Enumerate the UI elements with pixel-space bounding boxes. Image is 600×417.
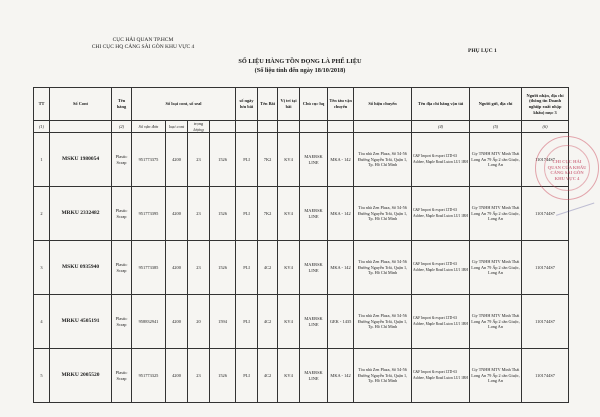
col-yard: Tên Bãi: [258, 88, 278, 121]
index-cell: (4): [412, 121, 470, 133]
storage-days-cell: 1526: [210, 349, 236, 403]
col-days: số ngày lưu bãi: [236, 88, 258, 121]
document-subtitle: (Số liệu tính đến ngày 18/10/2018): [254, 67, 346, 74]
shipper-address-cell: C&F Import & export LTD-63 Ashbee, Maple Road Luton LU1 1BH: [412, 349, 470, 403]
customs-unit-cell: KV4: [278, 187, 300, 241]
col-carrier: Tên địa chỉ hãng vận tải: [412, 88, 470, 121]
consignee-address-cell: Cty TNHH MTV Minh Thái Long An 79 Ấp 2 cần Giuộc, Long An: [470, 187, 522, 241]
goods-name-cell: Plastic Scrap: [112, 241, 132, 295]
weight-cell: 23: [188, 187, 210, 241]
vessel-name-cell: MAERSK LINE: [300, 295, 328, 349]
carrier-address-cell: Tòa nhà Zen Plaza, Số 54-56 Đường Nguyễn Trãi, Quận 1, Tp. Hồ Chí Minh: [354, 133, 412, 187]
row-number-cell: 4: [34, 295, 50, 349]
index-cell: (6): [522, 121, 569, 133]
inventory-table: [33, 87, 569, 403]
table-row: [34, 187, 569, 241]
document-title-block: [220, 57, 380, 75]
yard-name-cell: PLI: [236, 349, 258, 403]
index-cell: [210, 121, 236, 133]
container-number-cell: MSKU 1980054: [50, 133, 112, 187]
weight-cell: 20: [188, 295, 210, 349]
consignee-address-cell: Cty TNHH MTV Minh Thái Long An 79 Ấp 2 cần Giuộc, Long An: [470, 295, 522, 349]
vessel-name-cell: MAERSK LINE: [300, 241, 328, 295]
weight-cell: 23: [188, 133, 210, 187]
tax-code-cell: 1101744S7: [522, 295, 569, 349]
customs-unit-cell: KV4: [278, 241, 300, 295]
index-cell: [258, 121, 278, 133]
shipper-address-cell: C&F Import & export LTD-63 Ashbee, Maple Road Luton LU1 1BH: [412, 187, 470, 241]
index-row: [34, 121, 569, 133]
table-header-row: [34, 88, 569, 121]
customs-unit-cell: KV4: [278, 133, 300, 187]
yard-name-cell: PLI: [236, 295, 258, 349]
container-number-cell: MRKU 2332482: [50, 187, 112, 241]
col-vessel: Tên tàu vận chuyển: [328, 88, 354, 121]
row-number-cell: 3: [34, 241, 50, 295]
vessel-name-cell: MAERSK LINE: [300, 187, 328, 241]
index-cell: (1): [34, 121, 50, 133]
index-cell: [236, 121, 258, 133]
carrier-address-cell: Tòa nhà Zen Plaza, Số 54-56 Đường Nguyễn Trãi, Quận 1, Tp. Hồ Chí Minh: [354, 187, 412, 241]
yard-position-cell: 7K2: [258, 187, 278, 241]
consignee-address-cell: Cty TNHH MTV Minh Thái Long An 79 Ấp 2 cần Giuộc, Long An: [470, 241, 522, 295]
index-cell: (2): [112, 121, 132, 133]
carrier-address-cell: Tòa nhà Zen Plaza, Số 54-56 Đường Nguyễn Trãi, Quận 1, Tp. Hồ Chí Minh: [354, 295, 412, 349]
voyage-number-cell: MKA - 142: [328, 187, 354, 241]
row-number-cell: 1: [34, 133, 50, 187]
storage-days-cell: 1526: [210, 187, 236, 241]
container-number-cell: MRKU 4505191: [50, 295, 112, 349]
agency-header: [78, 37, 208, 51]
container-number-cell: MRKU 2005520: [50, 349, 112, 403]
col-tt: TT: [34, 88, 50, 121]
voyage-number-cell: MKA - 142: [328, 133, 354, 187]
yard-name-cell: PLI: [236, 241, 258, 295]
goods-name-cell: Plastic Scrap: [112, 133, 132, 187]
row-number-cell: 2: [34, 187, 50, 241]
container-type-cell: 4200: [166, 187, 188, 241]
yard-name-cell: PLI: [236, 133, 258, 187]
bill-of-lading-cell: 951773325: [132, 349, 166, 403]
container-number-cell: MSKU 0935940: [50, 241, 112, 295]
index-cell: (5): [470, 121, 522, 133]
document-title: SỐ LIỆU HÀNG TỒN ĐỌNG LÀ PHẾ LIỆU: [238, 58, 362, 65]
weight-cell: 23: [188, 349, 210, 403]
voyage-number-cell: MKA - 142: [328, 349, 354, 403]
bill-of-lading-cell: 951773395: [132, 187, 166, 241]
table-row: [34, 349, 569, 403]
tax-code-cell: 1101744S7: [522, 241, 569, 295]
storage-days-cell: 1526: [210, 241, 236, 295]
col-cont-seal: Số loại cont, số seal: [132, 88, 236, 121]
index-cell: [300, 121, 328, 133]
voyage-number-cell: GEK - 1435: [328, 295, 354, 349]
shipper-address-cell: C&F Import & export LTD-63 Ashbee, Maple Road Luton LU1 1BH: [412, 295, 470, 349]
shipper-address-cell: C&F Import & export LTD-63 Ashbee, Maple Road Luton LU1 1BH: [412, 133, 470, 187]
annex-label: PHỤ LỤC 1: [468, 48, 497, 54]
col-customs: Chủ cục hq: [300, 88, 328, 121]
container-type-cell: 4200: [166, 349, 188, 403]
yard-name-cell: PLI: [236, 187, 258, 241]
table-body: [34, 133, 569, 403]
container-type-cell: 4200: [166, 295, 188, 349]
goods-name-cell: Plastic Scrap: [112, 349, 132, 403]
tax-code-cell: 1101744S7: [522, 349, 569, 403]
vessel-name-cell: MAERSK LINE: [300, 133, 328, 187]
customs-unit-cell: KV4: [278, 295, 300, 349]
col-consignee: Người nhận, địa chỉ (thông tin Doanh nghiệp xuất nhập khẩu) mục 3: [522, 88, 569, 121]
goods-name-cell: Plastic Scrap: [112, 295, 132, 349]
weight-cell: 23: [188, 241, 210, 295]
index-cell: trọng lượng: [188, 121, 210, 133]
col-position: Vị trí tại bãi: [278, 88, 300, 121]
storage-days-cell: 1594: [210, 295, 236, 349]
container-type-cell: 4200: [166, 241, 188, 295]
table-row: [34, 241, 569, 295]
yard-position-cell: 7K2: [258, 133, 278, 187]
yard-position-cell: 4C2: [258, 349, 278, 403]
index-cell: Số vận đơn: [132, 121, 166, 133]
bill-of-lading-cell: 951773375: [132, 133, 166, 187]
agency-line-1: CỤC HẢI QUAN TP.HCM: [112, 37, 174, 43]
col-goods: Tên hàng: [112, 88, 132, 121]
index-cell: loại cont: [166, 121, 188, 133]
consignee-address-cell: Cty TNHH MTV Minh Thái Long An 79 Ấp 2 cần Giuộc, Long An: [470, 349, 522, 403]
col-shipper: Người gửi, địa chỉ: [470, 88, 522, 121]
customs-unit-cell: KV4: [278, 349, 300, 403]
vessel-name-cell: MAERSK LINE: [300, 349, 328, 403]
bill-of-lading-cell: 958832941: [132, 295, 166, 349]
carrier-address-cell: Tòa nhà Zen Plaza, Số 54-56 Đường Nguyễn Trãi, Quận 1, Tp. Hồ Chí Minh: [354, 349, 412, 403]
yard-position-cell: 4C2: [258, 295, 278, 349]
index-cell: [354, 121, 412, 133]
tax-code-cell: 1101744S7: [522, 187, 569, 241]
tax-code-cell: 1101744S7: [522, 133, 569, 187]
storage-days-cell: 1526: [210, 133, 236, 187]
goods-name-cell: Plastic Scrap: [112, 187, 132, 241]
index-cell: [50, 121, 112, 133]
container-type-cell: 4200: [166, 133, 188, 187]
table-row: [34, 133, 569, 187]
stamp-text: CHI CỤC HẢI QUAN CỬA KHẨU CẢNG SÀI GÒN KHU VỰC 4: [547, 159, 587, 181]
voyage-number-cell: MKA - 142: [328, 241, 354, 295]
col-voyage: Số hiệu chuyến: [354, 88, 412, 121]
bill-of-lading-cell: 951773385: [132, 241, 166, 295]
index-cell: [328, 121, 354, 133]
col-cont: Số Cont: [50, 88, 112, 121]
agency-line-2: CHI CỤC HQ CẢNG SÀI GÒN KHU VỰC 4: [91, 44, 195, 50]
consignee-address-cell: Cty TNHH MTV Minh Thái Long An 79 Ấp 2 cần Giuộc, Long An: [470, 133, 522, 187]
table-row: [34, 295, 569, 349]
shipper-address-cell: C&F Import & export LTD-63 Ashbee, Maple Road Luton LU1 1BH: [412, 241, 470, 295]
index-cell: [278, 121, 300, 133]
carrier-address-cell: Tòa nhà Zen Plaza, Số 54-56 Đường Nguyễn Trãi, Quận 1, Tp. Hồ Chí Minh: [354, 241, 412, 295]
yard-position-cell: 4C2: [258, 241, 278, 295]
row-number-cell: 5: [34, 349, 50, 403]
